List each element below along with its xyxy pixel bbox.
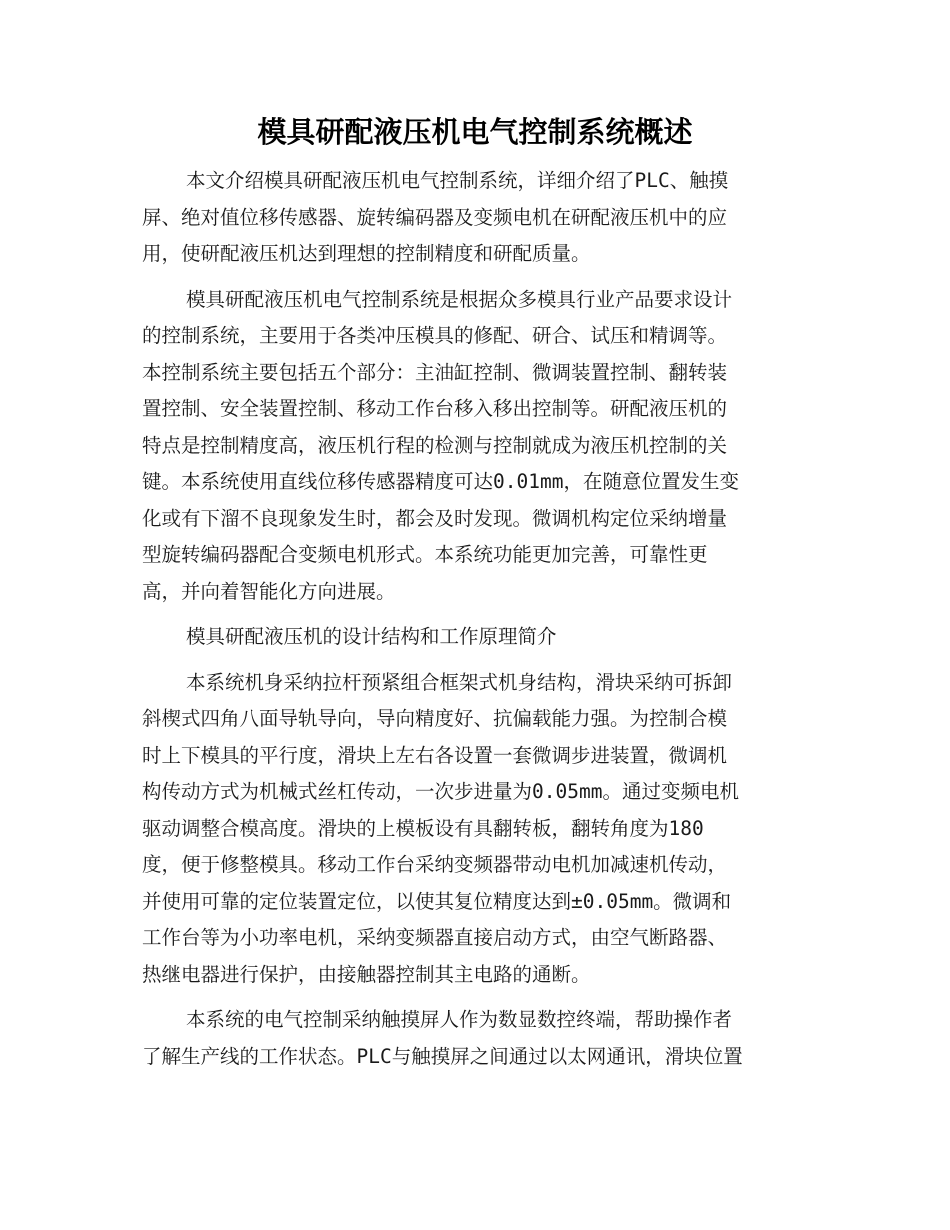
- text-line: 度，便于修整模具。移动工作台采纳变频器带动电机加减速机传动，: [142, 853, 728, 876]
- text-line: 工作台等为小功率电机，采纳变频器直接启动方式，由空气断路器、: [142, 926, 728, 949]
- text-line: 高，并向着智能化方向进展。: [142, 579, 396, 603]
- text-line: 驱动调整合模高度。滑块的上模板设有具翻转板，翻转角度为180: [142, 816, 704, 840]
- text-line: 型旋转编码器配合变频电机形式。本系统功能更加完善，可靠性更: [142, 543, 708, 566]
- document-title: 模具研配液压机电气控制系统概述: [257, 115, 693, 149]
- text-line: 热继电器进行保护，由接触器控制其主电路的通断。: [142, 962, 591, 986]
- paragraph-overview: [142, 282, 808, 611]
- text-line: 了解生产线的工作状态。PLC与触摸屏之间通过以太网通讯，滑块位置: [142, 1044, 743, 1068]
- text-line: 特点是控制精度高，液压机行程的检测与控制就成为液压机控制的关: [142, 433, 728, 457]
- text-line: 键。本系统使用直线位移传感器精度可达0.01mm，在随意位置发生变: [142, 470, 739, 493]
- paragraph-structure: [142, 665, 808, 994]
- text-line: 本文介绍模具研配液压机电气控制系统，详细介绍了PLC、触摸: [186, 169, 729, 192]
- text-line: 的控制系统，主要用于各类冲压模具的修配、研合、试压和精调等。: [142, 324, 728, 347]
- text-line: 置控制、安全装置控制、移动工作台移入移出控制等。研配液压机的: [142, 397, 728, 420]
- text-line: 本系统机身采纳拉杆预紧组合框架式机身结构，滑块采纳可拆卸: [186, 670, 733, 694]
- paragraph-intro: [142, 163, 808, 273]
- text-line: 并使用可靠的定位装置定位，以使其复位精度达到±0.05mm。微调和: [142, 889, 732, 913]
- text-line: 斜楔式四角八面导轨导向，导向精度好、抗偏载能力强。为控制合模: [142, 707, 728, 730]
- text-line: 本系统的电气控制采纳触摸屏人作为数显数控终端，帮助操作者: [186, 1008, 733, 1031]
- text-line: 本控制系统主要包括五个部分：主油缸控制、微调装置控制、翻转装: [142, 360, 728, 384]
- paragraph-control: [142, 1002, 808, 1075]
- text-line: 屏、绝对值位移传感器、旋转编码器及变频电机在研配液压机中的应: [142, 205, 728, 229]
- document-body: [142, 163, 808, 1075]
- text-line: 时上下模具的平行度，滑块上左右各设置一套微调步进装置，微调机: [142, 743, 728, 767]
- text-line: 化或有下溜不良现象发生时，都会及时发现。微调机构定位采纳增量: [142, 506, 728, 530]
- text-line: 构传动方式为机械式丝杠传动，一次步进量为0.05mm。通过变频电机: [142, 780, 739, 803]
- section-heading: 模具研配液压机的设计结构和工作原理简介: [186, 625, 557, 648]
- text-line: 模具研配液压机电气控制系统是根据众多模具行业产品要求设计: [186, 287, 733, 311]
- text-line: 用，使研配液压机达到理想的控制精度和研配质量。: [142, 242, 591, 265]
